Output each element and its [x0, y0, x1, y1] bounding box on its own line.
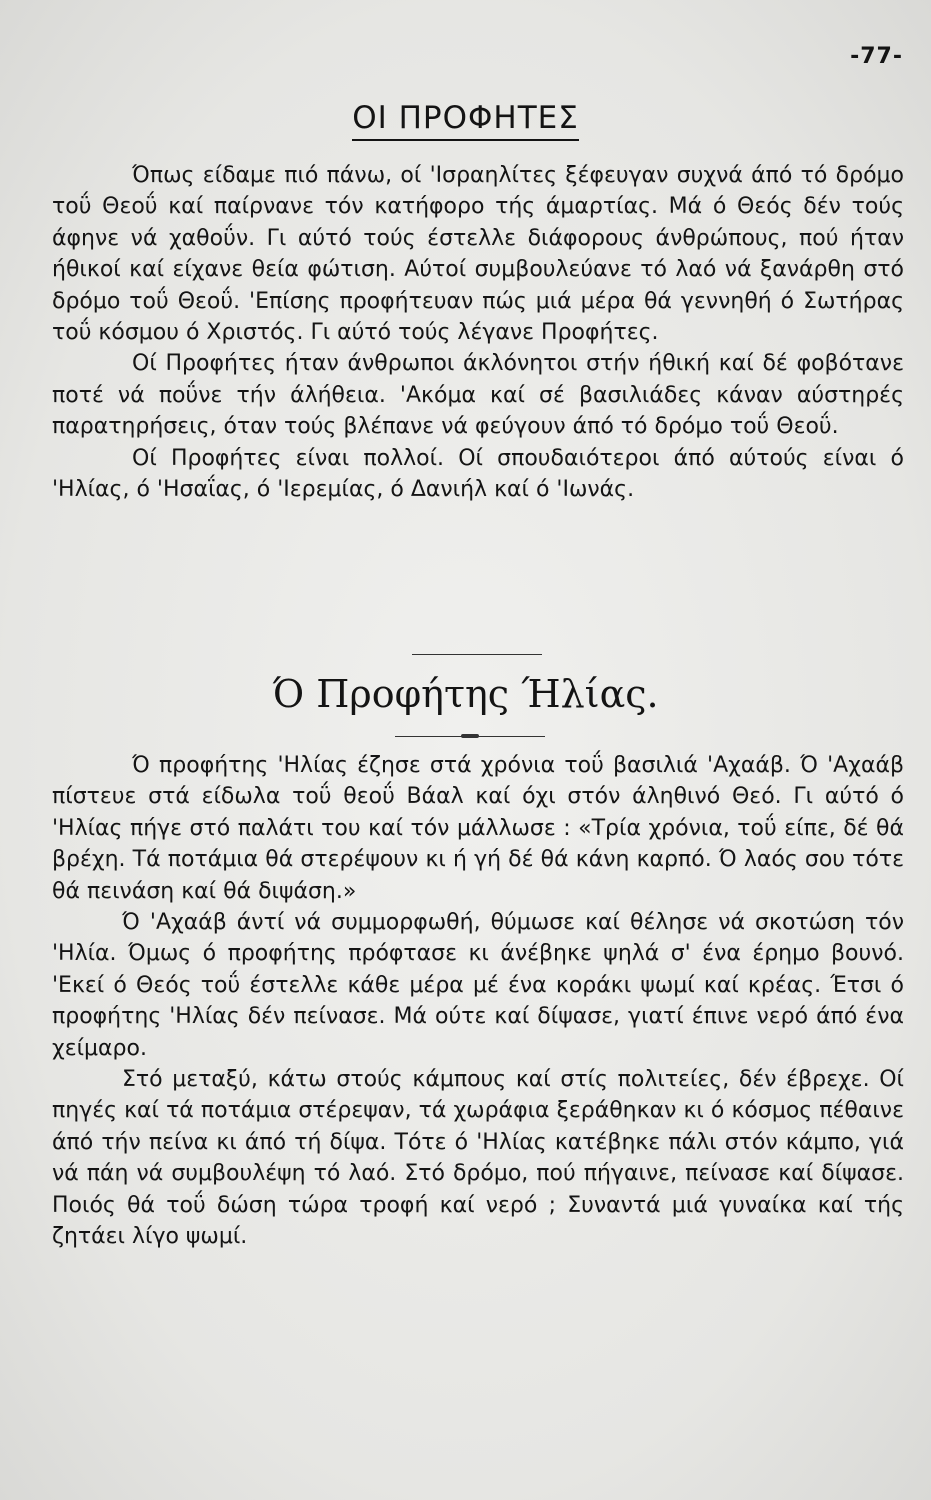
chapter-heading [0, 100, 931, 136]
elijah-paragraph-1: Ό προφήτης 'Ηλίας έζησε στά χρόνια τοΰ βασιλιά 'Αχαάβ. Ό 'Αχαάβ πίστευε στά είδωλα τοΰ θεοΰ Βάαλ καί όχι στόν άληθινό Θεό. Γι αύτό ό 'Ηλίας πήγε στό παλάτι του καί τόν μάλλωσε : «Τρία χρόνια, τοΰ είπε, δέ θά βρέχη. Τά ποτάμια θά στερέψουν κι ή γή δέ θά κάνη καρπό. Ό λαός σου τότε θά πεινάση καί θά διψάση.» [52, 753, 904, 904]
page-number: -77- [850, 44, 903, 69]
elijah-paragraph-3: Στό μεταξύ, κάτω στούς κάμπους καί στίς πολιτείες, δέν έβρεχε. Οί πηγές καί τά ποτάμια στέρεψαν, τά χωράφια ξεράθηκαν κι ό κόσμος πέθαινε άπό τήν πείνα κι άπό τή δίψα. Τότε ό 'Ηλίας κατέβηκε πάλι στόν κάμπο, γιά νά πάη νά συμβουλέψη τό λαό. Στό δρόμο, πού πήγαινε, πείνασε καί δίψασε. Ποιός θά τοΰ δώση τώρα τροφή καί νερό ; Συναντά μιά γυναίκα καί τής ζητάει λίγο ψωμί. [52, 1067, 904, 1250]
subheading: Ό Προφήτης Ήλίας. [272, 672, 659, 716]
subheading-ornament [395, 736, 545, 737]
elijah-section [52, 750, 904, 1253]
intro-paragraph-2: Οί Προφήτες ήταν άνθρωποι άκλόνητοι στήν ήθική καί δέ φοβότανε ποτέ νά ποΰνε τήν άλήθεια. 'Ακόμα καί σέ βασιλιάδες κάναν αύστηρές παρατηρήσεις, όταν τούς βλέπανε νά φεύγουν άπό τό δρόμο τοΰ Θεοΰ. [52, 351, 904, 440]
intro-section [52, 160, 904, 505]
elijah-paragraph-2: Ό 'Αχαάβ άντί νά συμμορφωθή, θύμωσε καί θέλησε νά σκοτώση τόν 'Ηλία. Όμως ό προφήτης πρόφτασε κι άνέβηκε ψηλά σ' ένα έρημο βουνό. 'Εκεί ό Θεός τοΰ έστελλε κάθε μέρα μέ ένα κοράκι ψωμί καί κρέας. Έτσι ό προφήτης 'Ηλίας δέν πείνασε. Μά ούτε καί δίψασε, γιατί έπινε νερό άπό ένα χείμαρο. [52, 910, 904, 1061]
chapter-heading-text: ΟΙ ΠΡΟΦΗΤΕΣ [352, 100, 579, 141]
section-divider [412, 654, 542, 655]
intro-paragraph-3: Οί Προφήτες είναι πολλοί. Οί σπουδαιότεροι άπό αύτούς είναι ό 'Ηλίας, ό 'Ησαΐας, ό 'Ιερεμίας, ό Δανιήλ καί ό 'Ιωνάς. [52, 445, 904, 503]
intro-paragraph-1: Όπως είδαμε πιό πάνω, οί 'Ισραηλίτες ξέφευγαν συχνά άπό τό δρόμο τοΰ Θεοΰ καί παίρνανε τόν κατήφορο τής άμαρτίας. Μά ό Θεός δέν τούς άφηνε νά χαθοΰν. Γι αύτό τούς έστελλε διάφορους άνθρώπους, πού ήταν ήθικοί καί είχανε θεία φώτιση. Αύτοί συμβουλεύανε τό λαό νά ξανάρθη στό δρόμο τοΰ Θεοΰ. 'Επίσης προφήτευαν πώς μιά μέρα θά γεννηθή ό Σωτήρας τοΰ κόσμου ό Χριστός. Γι αύτό τούς λέγανε Προφήτες. [52, 163, 904, 346]
